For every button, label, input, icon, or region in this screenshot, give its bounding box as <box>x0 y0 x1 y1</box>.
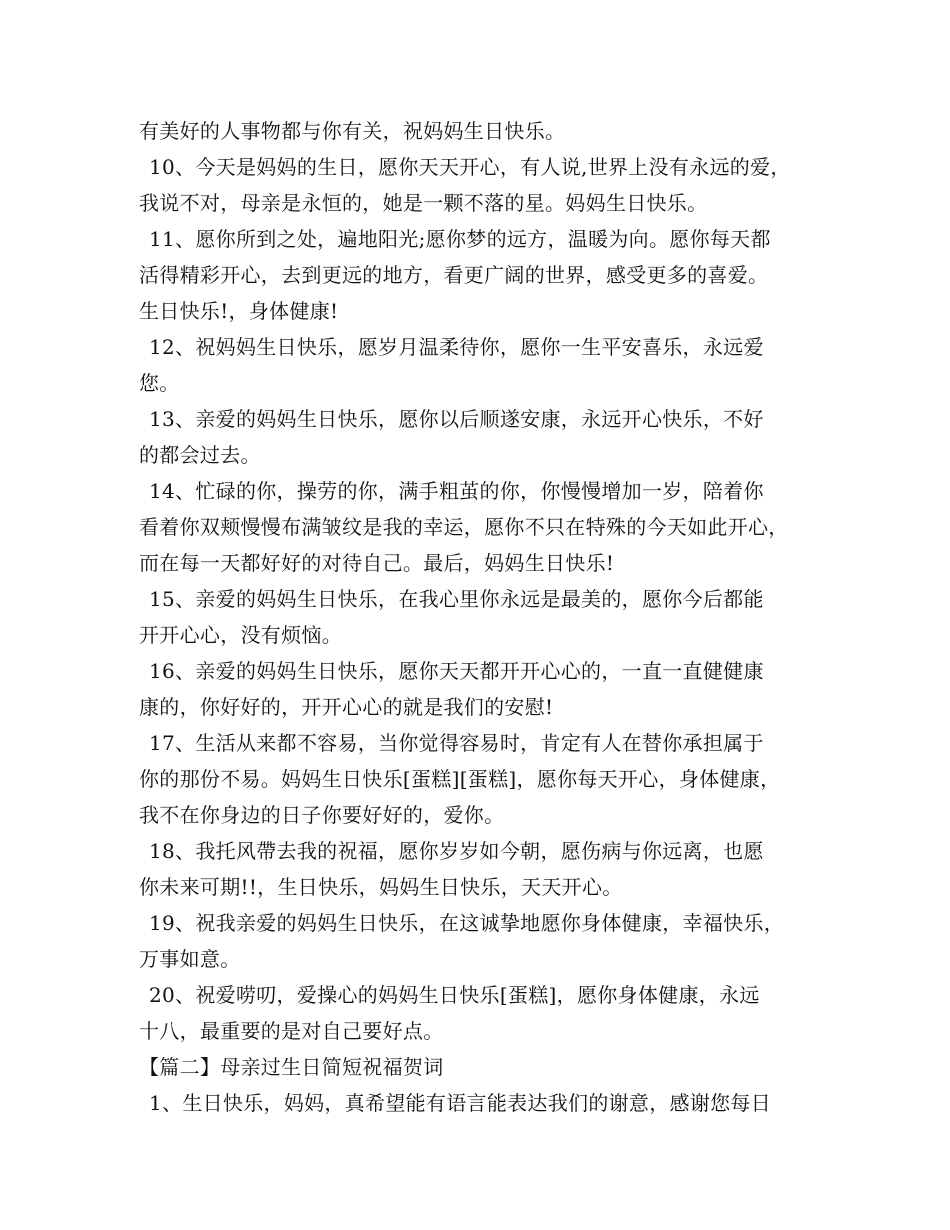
text-line: 万事如意。 <box>139 947 241 971</box>
text-line: 十八，最重要的是对自己要好点。 <box>139 1019 444 1043</box>
text-line: 我不在你身边的日子你要好好的，爱你。 <box>139 803 505 827</box>
text-line: 您。 <box>139 371 180 395</box>
text-line: 我说不对，母亲是永恒的，她是一颗不落的星。妈妈生日快乐。 <box>139 191 708 215</box>
text-line: 10、今天是妈妈的生日，愿你天天开心，有人说,世界上没有永远的爱， <box>149 155 791 179</box>
text-line: 15、亲爱的妈妈生日快乐，在我心里你永远是最美的，愿你今后都能 <box>149 587 764 611</box>
text-line: 11、愿你所到之处，遍地阳光;愿你梦的远方，温暖为向。愿你每天都 <box>149 227 771 251</box>
text-line: 而在每一天都好好的对待自己。最后，妈妈生日快乐! <box>139 551 615 575</box>
text-line: 17、生活从来都不容易，当你觉得容易时，肯定有人在替你承担属于 <box>149 731 764 755</box>
text-line: 14、忙碌的你，操劳的你，满手粗茧的你，你慢慢增加一岁，陪着你 <box>149 479 764 503</box>
text-line: 活得精彩开心，去到更远的地方，看更广阔的世界，感受更多的喜爱。 <box>139 263 769 287</box>
text-line: 的都会过去。 <box>139 443 261 467</box>
text-line: 13、亲爱的妈妈生日快乐，愿你以后顺遂安康，永远开心快乐，不好 <box>149 407 764 431</box>
text-line: 你未来可期!!，生日快乐，妈妈生日快乐，天天开心。 <box>139 875 623 899</box>
text-line: 12、祝妈妈生日快乐，愿岁月温柔待你，愿你一生平安喜乐，永远爱 <box>149 335 764 359</box>
text-line: 16、亲爱的妈妈生日快乐，愿你天天都开开心心的，一直一直健健康 <box>149 659 764 683</box>
text-line: 18、我托风帶去我的祝福，愿你岁岁如今朝，愿伤病与你远离，也愿 <box>149 839 764 863</box>
text-line: 1、生日快乐，妈妈，真希望能有语言能表达我们的谢意，感谢您每日 <box>149 1091 772 1115</box>
text-line: 看着你双颊慢慢布满皱纹是我的幸运，愿你不只在特殊的今天如此开心， <box>139 515 789 539</box>
text-line: 生日快乐!，身体健康! <box>139 299 339 323</box>
text-line: 康的，你好好的，开开心心的就是我们的安慰! <box>139 695 554 719</box>
text-line: 你的那份不易。妈妈生日快乐[蛋糕][蛋糕]，愿你每天开心，身体健康， <box>139 767 781 791</box>
text-line: 20、祝爱唠叨，爱操心的妈妈生日快乐[蛋糕]，愿你身体健康，永远 <box>149 983 760 1007</box>
document-body <box>139 113 839 1121</box>
text-line: 【篇二】母亲过生日简短祝福贺词 <box>139 1055 444 1079</box>
text-line: 开开心心，没有烦恼。 <box>139 623 342 647</box>
text-line: 19、祝我亲爱的妈妈生日快乐，在这诚挚地愿你身体健康，幸福快乐， <box>149 911 785 935</box>
text-line: 有美好的人事物都与你有关，祝妈妈生日快乐。 <box>139 119 566 143</box>
